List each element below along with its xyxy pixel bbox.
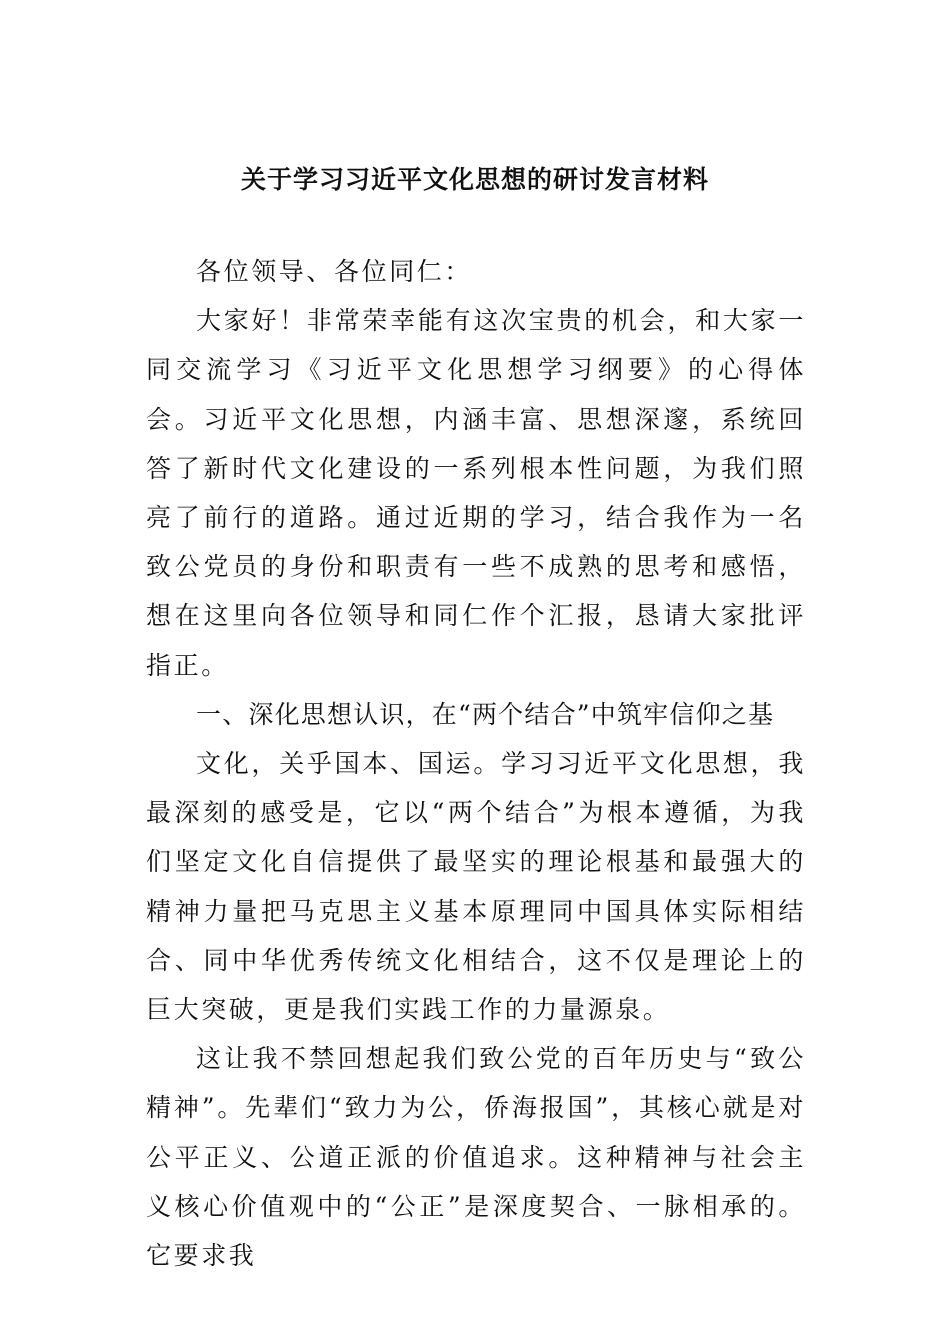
salutation: 各位领导、各位同仁： <box>196 257 473 286</box>
body-paragraph: 文化，关乎国本、国运。学习习近平文化思想，我最深刻的感受是，它以“两个结合”为根本遵循，为我们坚定文化自信提供了最坚实的理论根基和最强大的精神力量把马克思主义基本原理同中国具体实际相结合、同中华优秀传统文化相结合，这不仅是理论上的巨大突破，更是我们实践工作的力量源泉。 <box>146 749 806 1025</box>
document-body <box>146 247 806 1280</box>
body-paragraph: 这让我不禁回想起我们致公党的百年历史与“致公精神”。先辈们“致力为公，侨海报国”，其核心就是对公平正义、公道正派的价值追求。这种精神与社会主义核心价值观中的“公正”是深度契合、一脉相承的。它要求我 <box>146 1044 806 1271</box>
document-title: 关于学习习近平文化思想的研讨发言材料 <box>240 165 709 194</box>
opening-paragraph: 大家好！非常荣幸能有这次宝贵的机会，和大家一同交流学习《习近平文化思想学习纲要》的心得体会。习近平文化思想，内涵丰富、思想深邃，系统回答了新时代文化建设的一系列根本性问题，为我们照亮了前行的道路。通过近期的学习，结合我作为一名致公党员的身份和职责有一些不成熟的思考和感悟，想在这里向各位领导和同仁作个汇报，恳请大家批评指正。 <box>146 306 806 680</box>
section-heading-1: 一、深化思想认识，在“两个结合”中筑牢信仰之基 <box>196 699 775 729</box>
